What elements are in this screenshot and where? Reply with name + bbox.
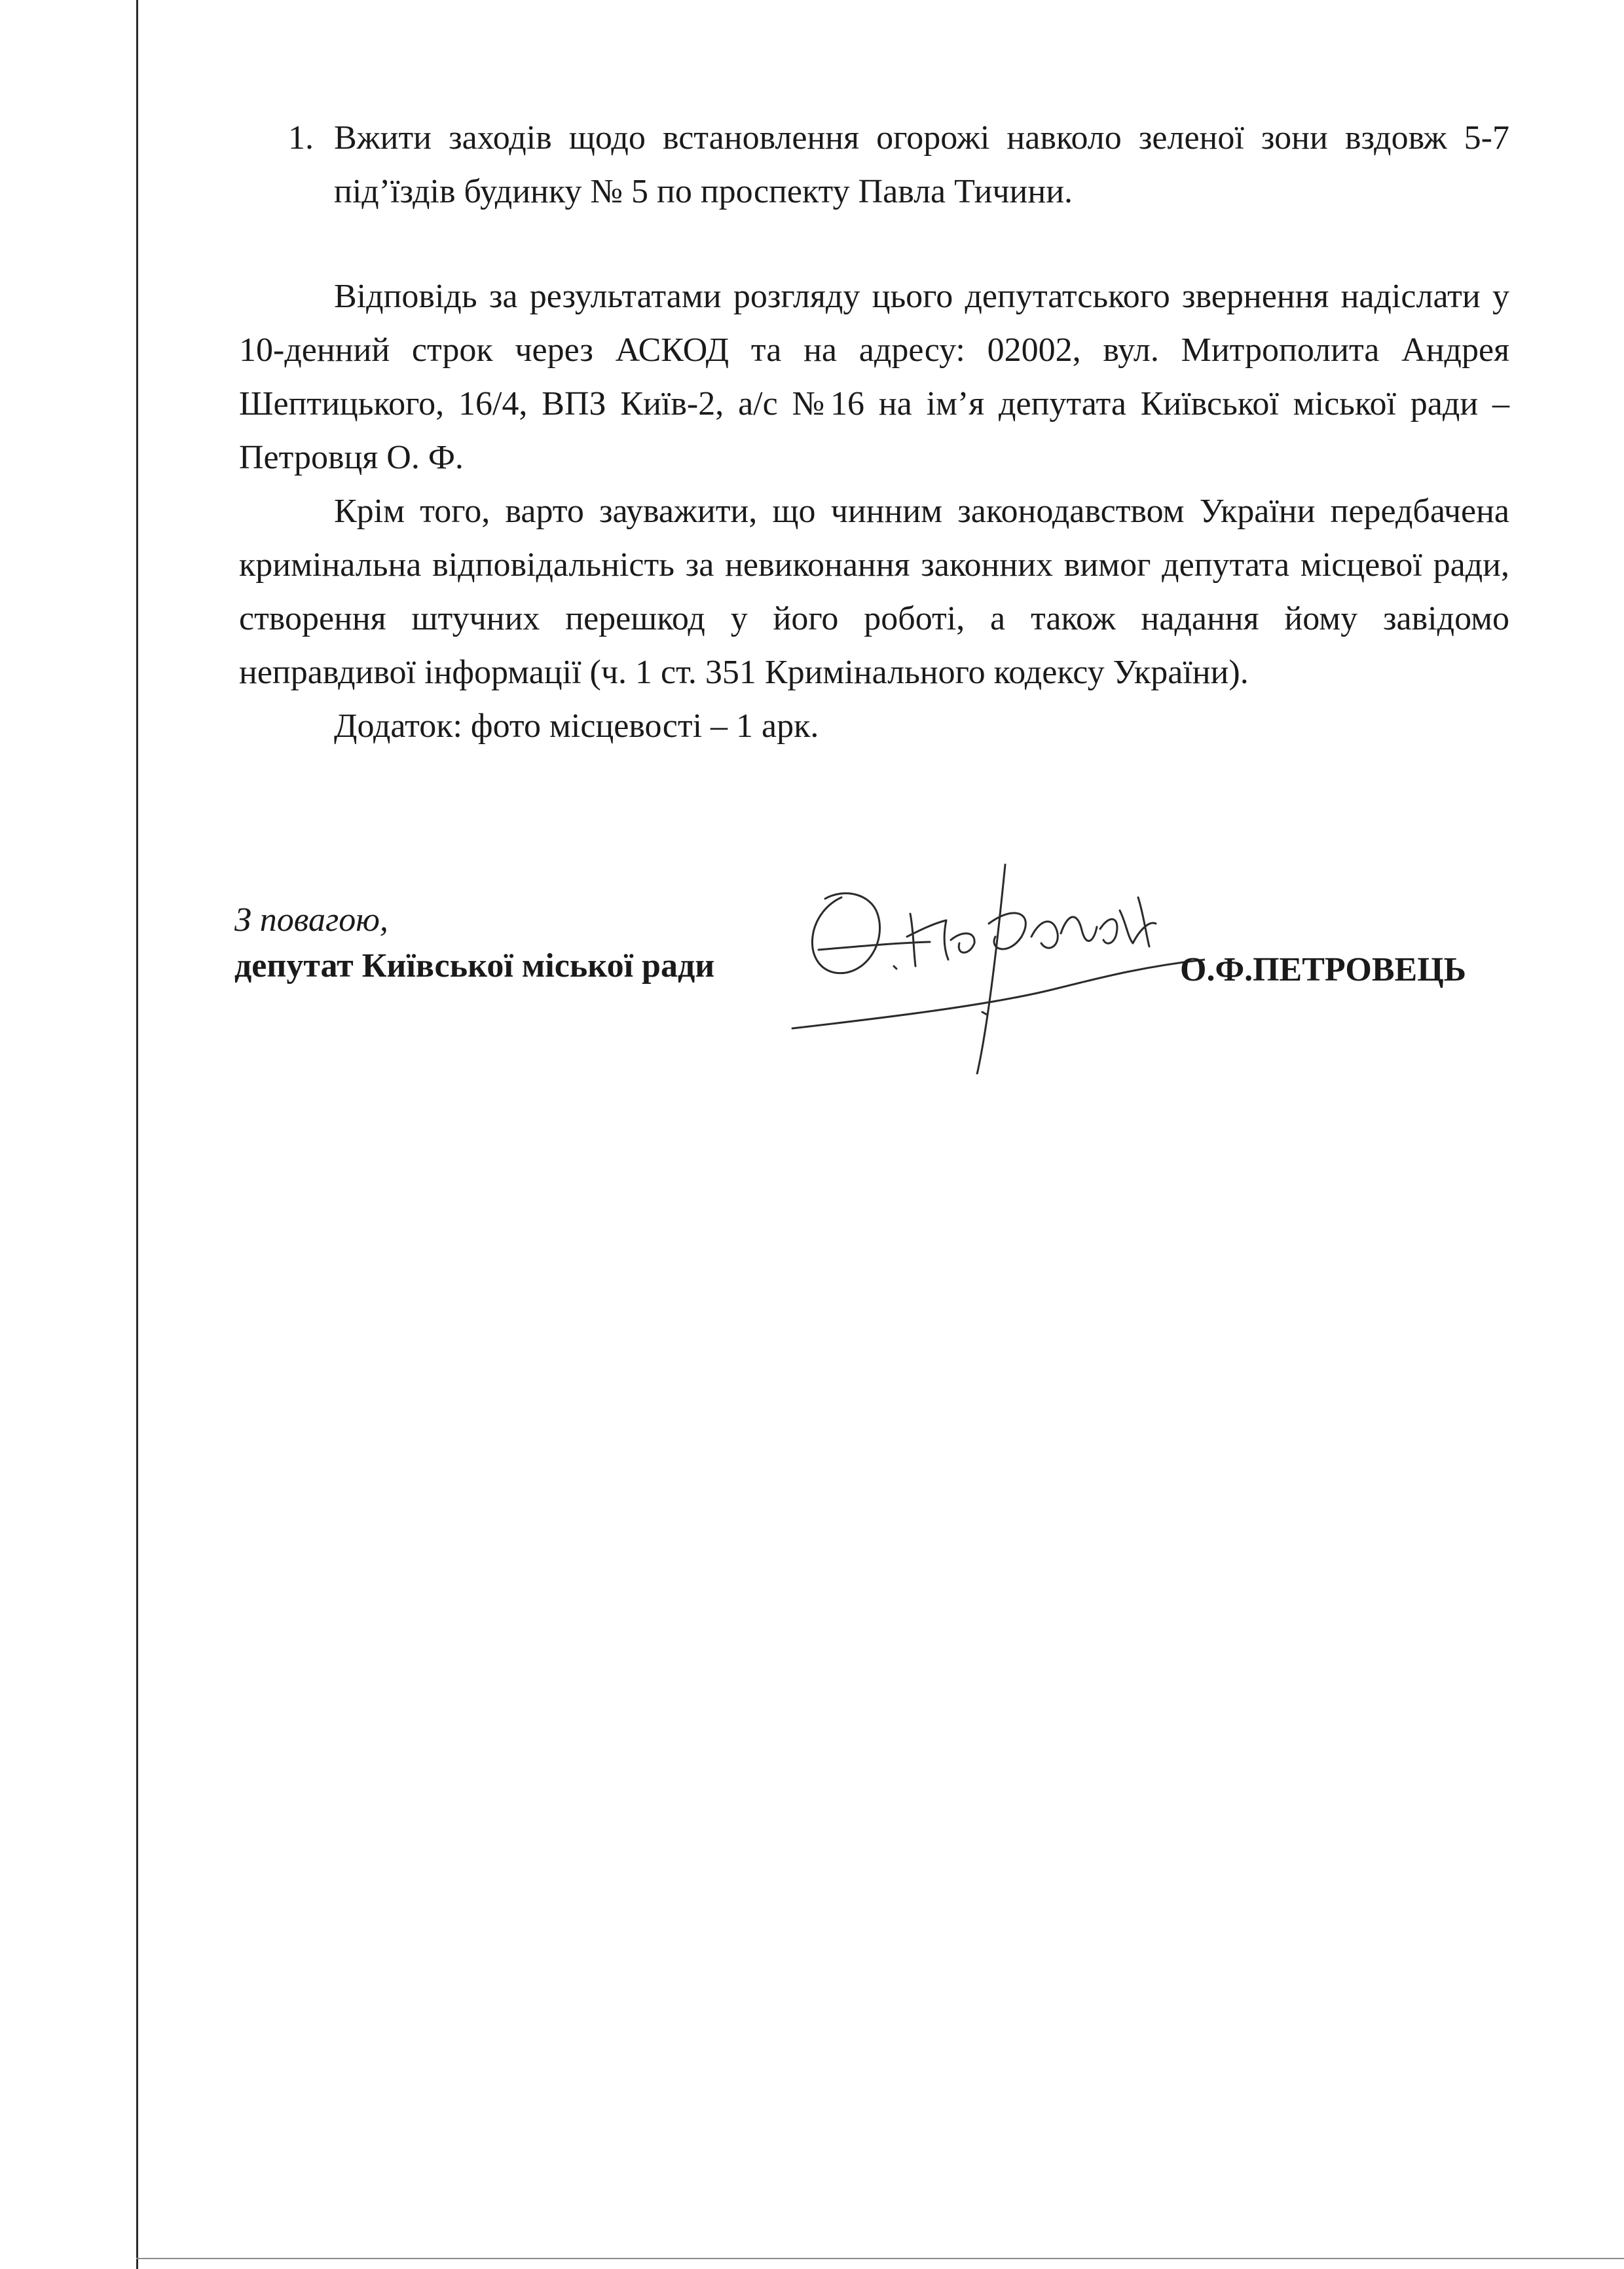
list-item-text: Вжити заходів щодо встановлення огорожі навколо зеленої зони вздовж 5-7 під’їздів будинку № 5 по проспекту Павла Тичини. [334, 119, 1509, 210]
letter-body [239, 111, 1509, 753]
list-item-number: 1. [288, 119, 314, 157]
signer-position: депутат Київської міської ради [234, 947, 715, 984]
handwritten-signature [779, 852, 1205, 1074]
closing-greeting: З повагою, [234, 901, 388, 939]
page-bottom-line [136, 2258, 1624, 2259]
binding-margin-line [136, 0, 138, 2269]
response-paragraph: Відповідь за результатами розгляду цього депутатського звернення надіслати у 10-денний строк через АСКОД та на адресу: 02002, вул. Митрополита Андрея Шептицького, 16/4, ВПЗ Київ-2, а/с №16 на ім’я депутата Київської міської ради – Петровця О. Ф. [239, 278, 1509, 476]
signer-name: О.Ф.ПЕТРОВЕЦЬ [1180, 951, 1467, 988]
list-item [239, 111, 1509, 219]
liability-paragraph: Крім того, варто зауважити, що чинним законодавством України передбачена кримінальна відповідальність за невиконання законних вимог депутата місцевої ради, створення штучних перешкод у його роботі, а також надання йому завідомо неправдивої інформації (ч. 1 ст. 351 Кримінального кодексу України). [239, 493, 1509, 691]
closing-block [234, 897, 714, 989]
attachment-line: Додаток: фото місцевості – 1 арк. [334, 707, 819, 745]
